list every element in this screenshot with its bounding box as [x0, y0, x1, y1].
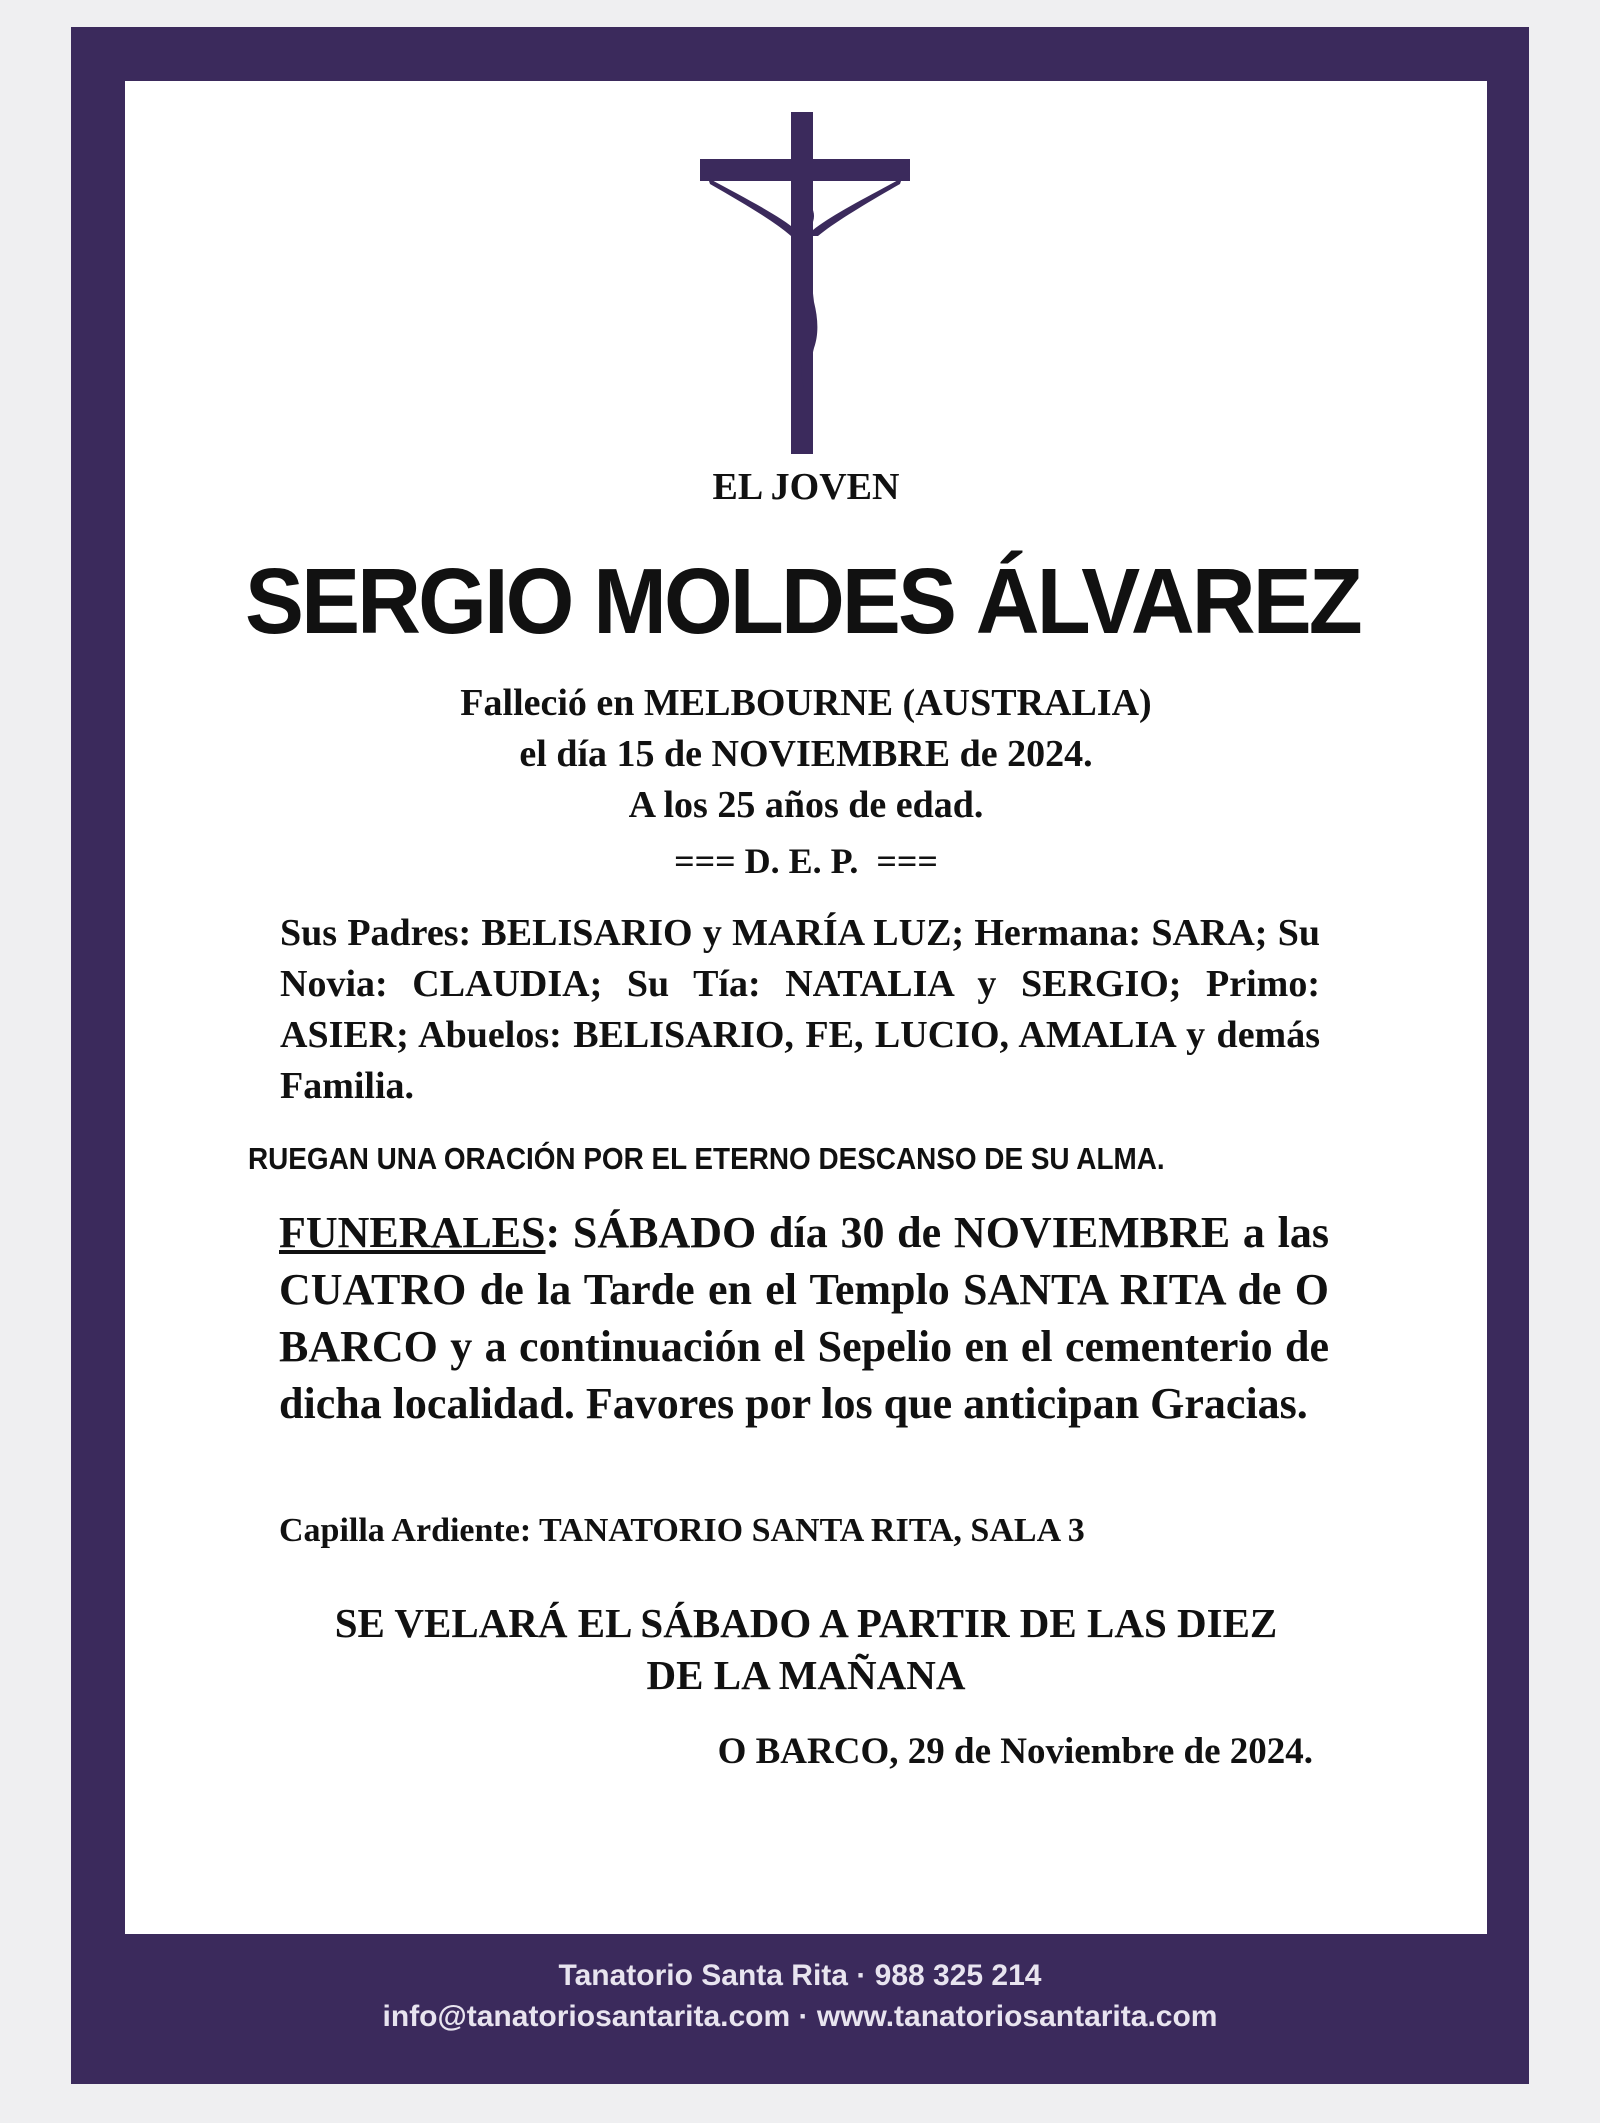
age-line: A los 25 años de edad. [628, 784, 984, 826]
deceased-name: SERGIO MOLDES ÁLVAREZ [245, 549, 1360, 653]
place-date: O BARCO, 29 de Noviembre de 2024. [717, 1731, 1313, 1772]
prayer-request: RUEGAN UNA ORACIÓN POR EL ETERNO DESCANSO DE SU ALMA. [248, 1141, 1165, 1176]
wake-line-1: SE VELARÁ EL SÁBADO A PARTIR DE LAS DIEZ [334, 1600, 1278, 1646]
death-date-line: el día 15 de NOVIEMBRE de 2024. [519, 733, 1093, 775]
family-paragraph: Sus Padres: BELISARIO y MARÍA LUZ; Hermana: SARA; Su Novia: CLAUDIA; Su Tía: NATALIA y SERGIO; Primo: ASIER; Abuelos: BELISARIO, FE, LUCIO, AMALIA y demás Familia. [280, 912, 1320, 1107]
chapel-info: Capilla Ardiente: TANATORIO SANTA RITA, SALA 3 [279, 1512, 1085, 1549]
wake-info [125, 1597, 1487, 1701]
footer-contact-line: Tanatorio Santa Rita · 988 325 214 [558, 1959, 1042, 1992]
rip-line: === D. E. P. === [674, 841, 938, 881]
death-place-line: Falleció en MELBOURNE (AUSTRALIA) [460, 682, 1152, 724]
death-info [125, 678, 1487, 831]
footer [71, 1955, 1529, 2037]
crucifix-icon [700, 112, 910, 457]
funeral-label: FUNERALES [279, 1208, 546, 1257]
intro-text: EL JOVEN [712, 466, 900, 508]
funeral-details [279, 1204, 1329, 1432]
wake-line-2: DE LA MAÑANA [646, 1652, 966, 1698]
footer-web-line: info@tanatoriosantarita.com · www.tanatoriosantarita.com [382, 2000, 1218, 2033]
funeral-text: : SÁBADO día 30 de NOVIEMBRE a las CUATRO de la Tarde en el Templo SANTA RITA de O BARCO y a continuación el Sepelio en el cementerio de dicha localidad. Favores por los que anticipan Gracias. [279, 1208, 1329, 1428]
